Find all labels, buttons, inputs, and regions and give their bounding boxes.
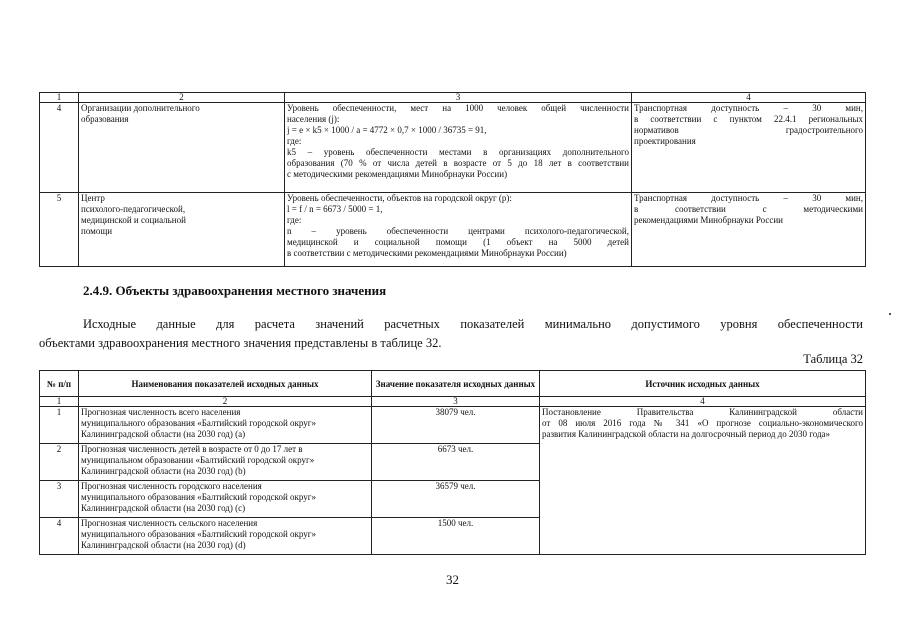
header-value: Значение показателя исходных данных (372, 371, 540, 397)
cell-line: в соответствии с методическими рекомендациями Минобрнауки России) (287, 248, 567, 258)
cell-line: образования (70 % от числа детей в возрасте от 5 до 18 лет в соответствии (287, 158, 629, 168)
cell-line: k5 – уровень обеспеченности местами в организациях дополнительного (287, 147, 629, 157)
cell-line: в соответствии с пунктом 22.4.1 региональных (634, 114, 863, 124)
indicator-value-cell: 38079 чел. (372, 407, 540, 444)
cell-line: Калининградской области (на 2030 год) (b) (81, 466, 246, 476)
indicator-name-cell (79, 481, 372, 518)
cell-line: муниципального образования «Балтийский городской округ» (81, 418, 316, 428)
cell-line: Транспортная доступность – 30 мин, (634, 103, 863, 113)
cell-line: Прогнозная численность детей в возрасте от 0 до 17 лет в (81, 444, 303, 454)
cell-line: Калининградской области (на 2030 год) (c) (81, 503, 246, 513)
col-number: 1 (40, 93, 79, 103)
source-cell (632, 103, 866, 193)
col-number: 3 (372, 397, 540, 407)
cell-line: населения (j): (287, 114, 340, 124)
object-name-cell (79, 103, 285, 193)
header-num: № п/п (40, 371, 79, 397)
table-row (40, 103, 866, 193)
indicator-value-cell: 36579 чел. (372, 481, 540, 518)
cell-line: Калининградской области (на 2030 год) (a) (81, 429, 246, 439)
cell-line: нормативов градостроительного (634, 125, 863, 135)
intro-paragraph-line: объектами здравоохранения местного значения представлены в таблице 32. (39, 336, 442, 350)
cell-line: помощи (81, 226, 113, 236)
cell-line: Транспортная доступность – 30 мин, (634, 193, 863, 203)
scan-speck (889, 313, 891, 315)
requirements-table-continuation (39, 92, 866, 267)
cell-line: Прогнозная численность всего населения (81, 407, 241, 417)
page-number: 32 (446, 572, 459, 587)
cell-line: l = f / n = 6673 / 5000 = 1, (287, 204, 383, 214)
cell-line: с методическими рекомендациями Минобрнауки России) (287, 169, 508, 179)
cell-line: Центр (81, 193, 105, 203)
table-32 (39, 370, 866, 555)
indicator-value-cell: 6673 чел. (372, 444, 540, 481)
row-number: 1 (40, 407, 79, 444)
cell-line: Организации дополнительного (81, 103, 200, 113)
cell-line: j = e × k5 × 1000 / a = 4772 × 0,7 × 1000 / 36735 = 91, (287, 125, 487, 135)
table-row (40, 407, 866, 444)
calculation-cell (285, 103, 632, 193)
cell-line: развития Калининградской области на долгосрочный период до 2030 года» (542, 429, 831, 439)
table-row (40, 193, 866, 267)
column-number-row (40, 397, 866, 407)
cell-line: n – уровень обеспеченности центрами психолого-педагогической, (287, 226, 629, 236)
cell-line: где: (287, 136, 302, 146)
cell-line: Калининградской области (на 2030 год) (d) (81, 540, 246, 550)
row-number: 5 (40, 193, 79, 267)
cell-line: психолого-педагогической, (81, 204, 186, 214)
cell-line: в соответствии с методическими (634, 204, 863, 214)
col-number: 3 (285, 93, 632, 103)
column-number-row (40, 93, 866, 103)
col-number: 1 (40, 397, 79, 407)
cell-line: медицинской и социальной (81, 215, 186, 225)
row-number: 3 (40, 481, 79, 518)
row-number: 4 (40, 518, 79, 555)
cell-line: Прогнозная численность сельского населения (81, 518, 258, 528)
indicator-name-cell (79, 407, 372, 444)
cell-line: где: (287, 215, 302, 225)
intro-paragraph-line: Исходные данные для расчета значений расчетных показателей минимально допустимого уровня обеспеченности (83, 317, 863, 331)
col-number: 2 (79, 93, 285, 103)
col-number: 4 (540, 397, 866, 407)
cell-line: рекомендациями Минобрнауки России (634, 215, 783, 225)
cell-line: образования (81, 114, 129, 124)
header-source: Источник исходных данных (540, 371, 866, 397)
source-cell (540, 407, 866, 555)
cell-line: Прогнозная численность городского населения (81, 481, 262, 491)
cell-line: муниципального образования «Балтийский городской округ» (81, 529, 316, 539)
table-caption: Таблица 32 (803, 352, 863, 366)
table-header-row (40, 371, 866, 397)
header-name: Наименования показателей исходных данных (79, 371, 372, 397)
col-number: 2 (79, 397, 372, 407)
object-name-cell (79, 193, 285, 267)
row-number: 2 (40, 444, 79, 481)
indicator-name-cell (79, 444, 372, 481)
cell-line: Постановление Правительства Калининградской области (542, 407, 863, 417)
cell-line: проектирования (634, 136, 696, 146)
cell-line: от 08 июля 2016 года № 341 «О прогнозе социально-экономического (542, 418, 863, 428)
cell-line: Уровень обеспеченности, мест на 1000 человек общей численности (287, 103, 629, 113)
calculation-cell (285, 193, 632, 267)
source-cell (632, 193, 866, 267)
indicator-name-cell (79, 518, 372, 555)
col-number: 4 (632, 93, 866, 103)
row-number: 4 (40, 103, 79, 193)
cell-line: медицинской и социальной помощи (1 объект на 5000 детей (287, 237, 629, 247)
cell-line: муниципальном образовании «Балтийский городской округ» (81, 455, 315, 465)
cell-line: Уровень обеспеченности, объектов на городской округ (p): (287, 193, 512, 203)
cell-line: муниципального образования «Балтийский городской округ» (81, 492, 316, 502)
section-heading: 2.4.9. Объекты здравоохранения местного значения (83, 283, 387, 298)
indicator-value-cell: 1500 чел. (372, 518, 540, 555)
